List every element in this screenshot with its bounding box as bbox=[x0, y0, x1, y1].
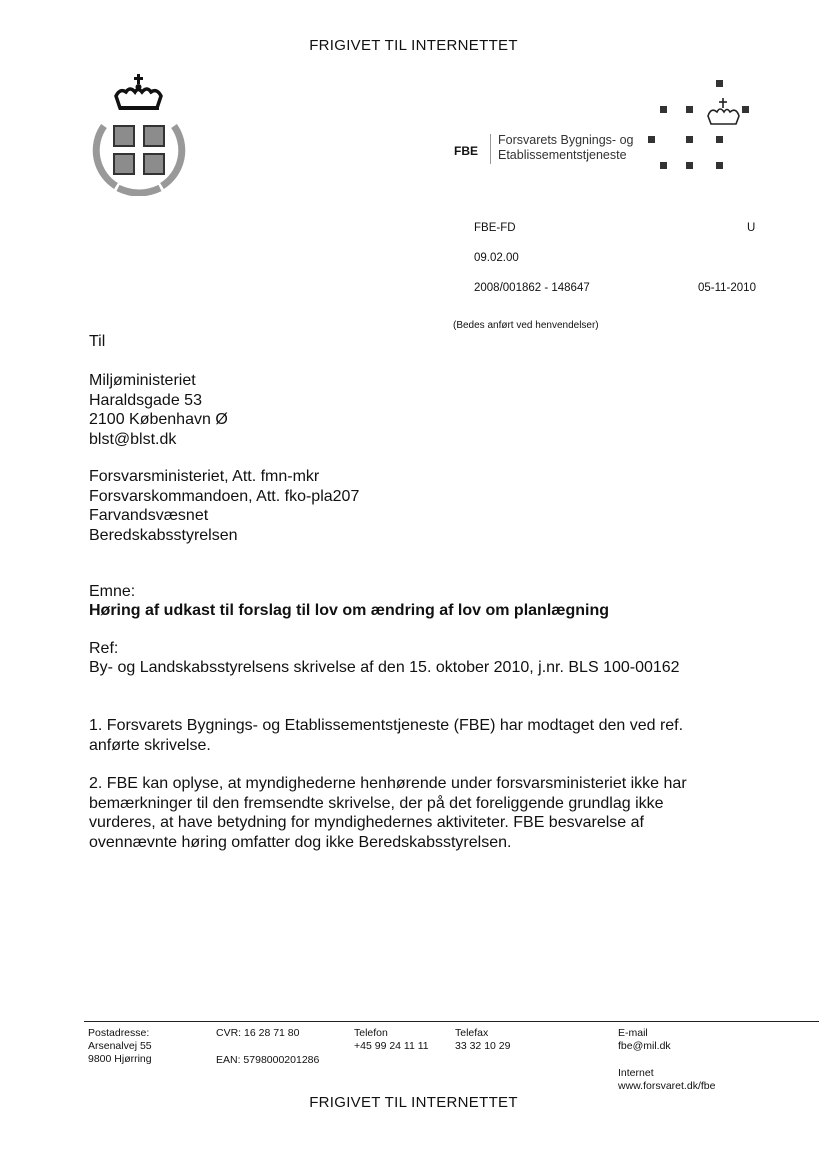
subject-text: Høring af udkast til forslag til lov om ændring af lov om planlægning bbox=[89, 602, 610, 619]
footer-divider bbox=[84, 1021, 819, 1022]
dotted-cross-crown-icon bbox=[646, 78, 758, 176]
paragraph-line: anførte skrivelse. bbox=[89, 736, 211, 754]
footer-fax-label: Telefax bbox=[455, 1027, 489, 1039]
paragraph-line: 1. Forsvarets Bygnings- og Etablissementstjeneste (FBE) har modtaget den ved ref. bbox=[89, 717, 684, 734]
footer-postal-label: Postadresse: bbox=[88, 1027, 150, 1039]
recipient-line: Haraldsgade 53 bbox=[89, 391, 202, 409]
footer-phone-number: +45 99 24 11 11 bbox=[354, 1040, 429, 1052]
coat-of-arms-logo bbox=[84, 74, 194, 196]
release-banner-bottom: FRIGIVET TIL INTERNETTET bbox=[309, 1094, 518, 1111]
paragraph-line: bemærkninger til den fremsendte skrivelse, der på det foreliggende grundlag ikke bbox=[89, 794, 664, 812]
recipient-line: blst@blst.dk bbox=[89, 430, 177, 448]
ref-code: 09.02.00 bbox=[474, 252, 519, 264]
recipient-line: Farvandsvæsnet bbox=[89, 507, 209, 524]
ref-date: 05-11-2010 bbox=[698, 282, 756, 294]
recipient-line: Forsvarskommandoen, Att. fko-pla207 bbox=[89, 487, 360, 505]
footer-fax-number: 33 32 10 29 bbox=[455, 1040, 511, 1052]
paragraph-line: ovennævnte høring omfatter dog ikke Beredskabsstyrelsen. bbox=[89, 833, 512, 851]
footer-postal-city: 9800 Hjørring bbox=[88, 1053, 152, 1065]
subject-label: Emne: bbox=[89, 583, 136, 600]
release-banner-top: FRIGIVET TIL INTERNETTET bbox=[309, 37, 518, 54]
footer-postal bbox=[88, 1027, 152, 1066]
footer-fax bbox=[455, 1027, 510, 1053]
footer-phone bbox=[354, 1027, 429, 1053]
recipient-line: Miljøministeriet bbox=[89, 372, 196, 389]
footer-internet bbox=[618, 1067, 715, 1093]
footer-postal-street: Arsenalvej 55 bbox=[88, 1040, 152, 1052]
footer-ean: EAN: 5798000201286 bbox=[216, 1054, 320, 1066]
to-label: Til bbox=[89, 333, 106, 350]
ref-case-number: 2008/001862 - 148647 bbox=[474, 282, 590, 294]
ref-label: Ref: bbox=[89, 640, 119, 657]
footer-website-link[interactable]: www.forsvaret.dk/fbe bbox=[618, 1080, 716, 1092]
ref-unit: FBE-FD bbox=[474, 222, 516, 234]
recipient-line: Forsvarsministeriet, Att. fmn-mkr bbox=[89, 468, 320, 485]
ref-classification: U bbox=[747, 222, 756, 234]
recipient-line: 2100 København Ø bbox=[89, 411, 228, 428]
paragraph-line: 2. FBE kan oplyse, at myndighederne henhørende under forsvarsministeriet ikke har bbox=[89, 775, 687, 792]
footer-internet-label: Internet bbox=[618, 1067, 654, 1079]
fbe-name-line2: Etablissementstjeneste bbox=[498, 148, 627, 162]
footer-email bbox=[618, 1027, 671, 1053]
recipient-primary bbox=[89, 371, 228, 449]
recipient-line: Beredskabsstyrelsen bbox=[89, 526, 238, 544]
ref-note: (Bedes anført ved henvendelser) bbox=[453, 320, 599, 331]
fbe-divider bbox=[490, 134, 491, 164]
footer-cvr: CVR: 16 28 71 80 bbox=[216, 1027, 300, 1039]
fbe-full-name bbox=[498, 133, 633, 163]
footer-email-address[interactable]: fbe@mil.dk bbox=[618, 1040, 671, 1052]
paragraph-1 bbox=[89, 716, 683, 755]
fbe-emblem bbox=[646, 78, 758, 176]
footer-email-label: E-mail bbox=[618, 1027, 648, 1039]
fbe-abbr: FBE bbox=[454, 144, 478, 158]
ref-text: By- og Landskabsstyrelsens skrivelse af den 15. oktober 2010, j.nr. BLS 100-00162 bbox=[89, 659, 680, 676]
paragraph-2 bbox=[89, 774, 687, 852]
fbe-name-line1: Forsvarets Bygnings- og bbox=[498, 133, 634, 147]
crown-cross-emblem-icon bbox=[84, 74, 194, 196]
footer-phone-label: Telefon bbox=[354, 1027, 388, 1039]
recipients-secondary bbox=[89, 467, 359, 545]
paragraph-line: vurderes, at have betydning for myndighedernes aktiviteter. FBE besvarelse af bbox=[89, 814, 644, 831]
